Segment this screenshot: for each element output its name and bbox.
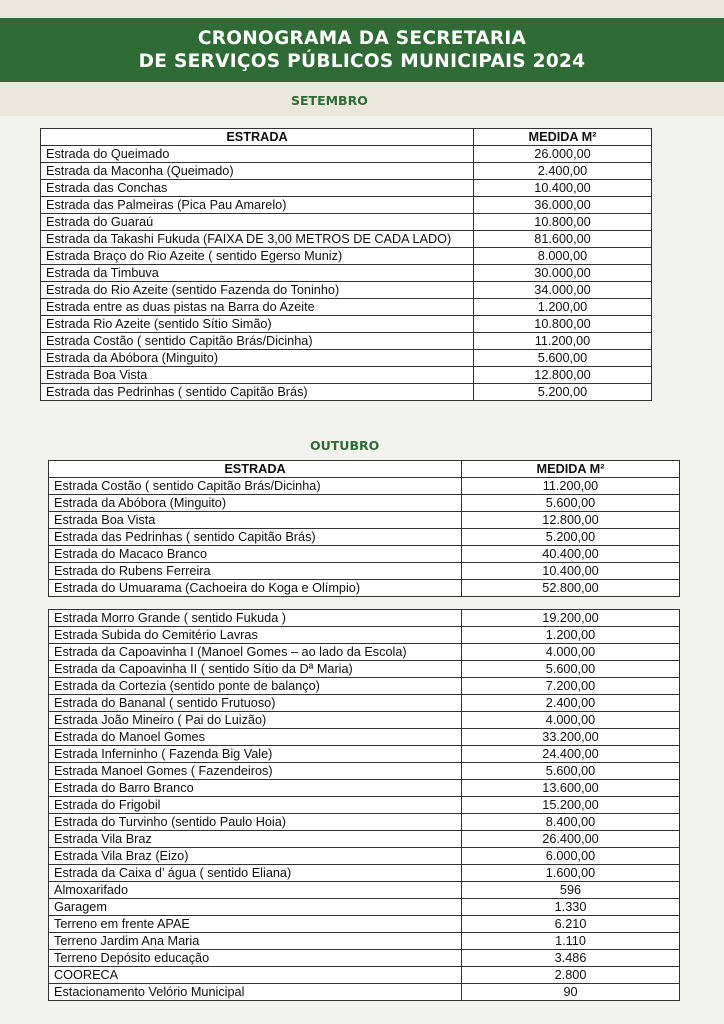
cell-estrada: Estrada Braço do Rio Azeite ( sentido Egerso Muniz) bbox=[41, 248, 474, 265]
table-row bbox=[41, 214, 652, 231]
table-row bbox=[49, 495, 680, 512]
table-row bbox=[49, 546, 680, 563]
cell-medida: 1.200,00 bbox=[474, 299, 652, 316]
cell-medida: 11.200,00 bbox=[462, 478, 680, 495]
table-row bbox=[41, 163, 652, 180]
cell-medida: 8.400,00 bbox=[462, 814, 680, 831]
cell-estrada: Estrada do Rubens Ferreira bbox=[49, 563, 462, 580]
cell-medida: 5.600,00 bbox=[462, 661, 680, 678]
table-row bbox=[41, 367, 652, 384]
cell-estrada: Terreno Jardim Ana Maria bbox=[49, 933, 462, 950]
cell-medida: 90 bbox=[462, 984, 680, 1001]
table-row bbox=[41, 384, 652, 401]
cell-estrada: Estrada Morro Grande ( sentido Fukuda ) bbox=[49, 610, 462, 627]
cell-medida: 12.800,00 bbox=[474, 367, 652, 384]
cell-medida: 10.400,00 bbox=[462, 563, 680, 580]
table-row bbox=[49, 644, 680, 661]
cell-estrada: Estrada Manoel Gomes ( Fazendeiros) bbox=[49, 763, 462, 780]
cell-estrada: Estrada das Conchas bbox=[41, 180, 474, 197]
cell-medida: 52.800,00 bbox=[462, 580, 680, 597]
cell-estrada: Estrada Costão ( sentido Capitão Brás/Dicinha) bbox=[49, 478, 462, 495]
cell-estrada: Estrada Inferninho ( Fazenda Big Vale) bbox=[49, 746, 462, 763]
cell-estrada: Estrada da Takashi Fukuda (FAIXA DE 3,00 METROS DE CADA LADO) bbox=[41, 231, 474, 248]
cell-estrada: Estrada do Turvinho (sentido Paulo Hoia) bbox=[49, 814, 462, 831]
cell-estrada: Estrada da Abóbora (Minguito) bbox=[41, 350, 474, 367]
table-row bbox=[49, 797, 680, 814]
cell-medida: 19.200,00 bbox=[462, 610, 680, 627]
table-outubro-continuacao bbox=[48, 609, 680, 1001]
cell-medida: 5.600,00 bbox=[462, 495, 680, 512]
cell-medida: 5.200,00 bbox=[474, 384, 652, 401]
table-row bbox=[49, 780, 680, 797]
cell-medida: 34.000,00 bbox=[474, 282, 652, 299]
cell-medida: 24.400,00 bbox=[462, 746, 680, 763]
cell-medida: 2.800 bbox=[462, 967, 680, 984]
cell-estrada: Estrada Costão ( sentido Capitão Brás/Dicinha) bbox=[41, 333, 474, 350]
cell-medida: 26.000,00 bbox=[474, 146, 652, 163]
table-row bbox=[49, 661, 680, 678]
cell-medida: 10.400,00 bbox=[474, 180, 652, 197]
table-row bbox=[41, 197, 652, 214]
cell-estrada: Estrada Vila Braz (Eizo) bbox=[49, 848, 462, 865]
cell-estrada: Estrada João Mineiro ( Pai do Luizão) bbox=[49, 712, 462, 729]
table-row bbox=[49, 984, 680, 1001]
cell-estrada: Estrada do Guaraú bbox=[41, 214, 474, 231]
table-row bbox=[49, 848, 680, 865]
cell-medida: 1.110 bbox=[462, 933, 680, 950]
cell-medida: 10.800,00 bbox=[474, 316, 652, 333]
cell-estrada: Garagem bbox=[49, 899, 462, 916]
cell-medida: 7.200,00 bbox=[462, 678, 680, 695]
cell-medida: 26.400,00 bbox=[462, 831, 680, 848]
cell-estrada: Estacionamento Velório Municipal bbox=[49, 984, 462, 1001]
cell-medida: 8.000,00 bbox=[474, 248, 652, 265]
table-row bbox=[49, 695, 680, 712]
table-row bbox=[49, 831, 680, 848]
cell-estrada: Estrada do Barro Branco bbox=[49, 780, 462, 797]
cell-estrada: Terreno Depósito educação bbox=[49, 950, 462, 967]
cell-medida: 5.600,00 bbox=[462, 763, 680, 780]
table-row bbox=[41, 333, 652, 350]
table-row bbox=[41, 299, 652, 316]
cell-estrada: Estrada do Queimado bbox=[41, 146, 474, 163]
table-row bbox=[49, 563, 680, 580]
cell-estrada: Estrada Rio Azeite (sentido Sítio Simão) bbox=[41, 316, 474, 333]
cell-medida: 36.000,00 bbox=[474, 197, 652, 214]
cell-estrada: Estrada Subida do Cemitério Lavras bbox=[49, 627, 462, 644]
table-row bbox=[41, 180, 652, 197]
cell-estrada: Estrada da Timbuva bbox=[41, 265, 474, 282]
cell-estrada: Estrada da Abóbora (Minguito) bbox=[49, 495, 462, 512]
table-row bbox=[49, 746, 680, 763]
cell-estrada: Estrada do Manoel Gomes bbox=[49, 729, 462, 746]
cell-medida: 1.330 bbox=[462, 899, 680, 916]
cell-medida: 12.800,00 bbox=[462, 512, 680, 529]
cell-medida: 1.600,00 bbox=[462, 865, 680, 882]
cell-estrada: Estrada da Capoavinha II ( sentido Sítio da Dª Maria) bbox=[49, 661, 462, 678]
table-row bbox=[49, 967, 680, 984]
table-row bbox=[49, 580, 680, 597]
table-row bbox=[49, 933, 680, 950]
table-header-row bbox=[41, 129, 652, 146]
header-estrada: ESTRADA bbox=[41, 129, 474, 146]
cell-medida: 33.200,00 bbox=[462, 729, 680, 746]
cell-medida: 4.000,00 bbox=[462, 712, 680, 729]
header-medida: MEDIDA M² bbox=[474, 129, 652, 146]
cell-estrada: Estrada da Capoavinha I (Manoel Gomes – ao lado da Escola) bbox=[49, 644, 462, 661]
cell-medida: 81.600,00 bbox=[474, 231, 652, 248]
table-row bbox=[49, 882, 680, 899]
cell-estrada: Estrada do Umuarama (Cachoeira do Koga e Olímpio) bbox=[49, 580, 462, 597]
cell-estrada: COORECA bbox=[49, 967, 462, 984]
cell-estrada: Estrada da Caixa d’ água ( sentido Eliana) bbox=[49, 865, 462, 882]
cell-estrada: Terreno em frente APAE bbox=[49, 916, 462, 933]
table-row bbox=[49, 814, 680, 831]
table-outubro bbox=[48, 460, 680, 597]
cell-estrada: Almoxarifado bbox=[49, 882, 462, 899]
cell-estrada: Estrada entre as duas pistas na Barra do Azeite bbox=[41, 299, 474, 316]
cell-medida: 5.200,00 bbox=[462, 529, 680, 546]
cell-estrada: Estrada das Pedrinhas ( sentido Capitão Brás) bbox=[49, 529, 462, 546]
table-row bbox=[41, 146, 652, 163]
table-row bbox=[49, 916, 680, 933]
table-row bbox=[49, 763, 680, 780]
table-row bbox=[49, 712, 680, 729]
cell-medida: 11.200,00 bbox=[474, 333, 652, 350]
table-row bbox=[41, 231, 652, 248]
title-line-2: DE SERVIÇOS PÚBLICOS MUNICIPAIS 2024 bbox=[138, 51, 586, 72]
cell-estrada: Estrada Vila Braz bbox=[49, 831, 462, 848]
cell-estrada: Estrada das Palmeiras (Pica Pau Amarelo) bbox=[41, 197, 474, 214]
cell-medida: 4.000,00 bbox=[462, 644, 680, 661]
table-row bbox=[49, 729, 680, 746]
cell-medida: 596 bbox=[462, 882, 680, 899]
cell-medida: 2.400,00 bbox=[474, 163, 652, 180]
cell-medida: 6.000,00 bbox=[462, 848, 680, 865]
table-row bbox=[49, 899, 680, 916]
cell-medida: 30.000,00 bbox=[474, 265, 652, 282]
table-row bbox=[49, 865, 680, 882]
table-row bbox=[49, 678, 680, 695]
cell-medida: 1.200,00 bbox=[462, 627, 680, 644]
cell-medida: 15.200,00 bbox=[462, 797, 680, 814]
header-medida: MEDIDA M² bbox=[462, 461, 680, 478]
cell-medida: 40.400,00 bbox=[462, 546, 680, 563]
cell-medida: 13.600,00 bbox=[462, 780, 680, 797]
table-row bbox=[49, 529, 680, 546]
cell-estrada: Estrada Boa Vista bbox=[49, 512, 462, 529]
cell-estrada: Estrada da Cortezia (sentido ponte de balanço) bbox=[49, 678, 462, 695]
table-row bbox=[41, 265, 652, 282]
cell-medida: 5.600,00 bbox=[474, 350, 652, 367]
cell-estrada: Estrada do Bananal ( sentido Frutuoso) bbox=[49, 695, 462, 712]
table-row bbox=[49, 610, 680, 627]
cell-medida: 6.210 bbox=[462, 916, 680, 933]
table-row bbox=[41, 316, 652, 333]
cell-estrada: Estrada das Pedrinhas ( sentido Capitão Brás) bbox=[41, 384, 474, 401]
cell-estrada: Estrada do Rio Azeite (sentido Fazenda do Toninho) bbox=[41, 282, 474, 299]
table-row bbox=[41, 350, 652, 367]
cell-estrada: Estrada Boa Vista bbox=[41, 367, 474, 384]
cell-medida: 10.800,00 bbox=[474, 214, 652, 231]
month-label-outubro: OUTUBRO bbox=[310, 438, 380, 453]
header-estrada: ESTRADA bbox=[49, 461, 462, 478]
title-line-1: CRONOGRAMA DA SECRETARIA bbox=[197, 28, 527, 49]
cell-estrada: Estrada do Macaco Branco bbox=[49, 546, 462, 563]
cell-medida: 2.400,00 bbox=[462, 695, 680, 712]
table-row bbox=[49, 478, 680, 495]
table-header-row bbox=[49, 461, 680, 478]
table-row bbox=[49, 627, 680, 644]
table-row bbox=[41, 282, 652, 299]
month-label-setembro: SETEMBRO bbox=[291, 93, 368, 108]
cell-estrada: Estrada da Maconha (Queimado) bbox=[41, 163, 474, 180]
table-row bbox=[49, 512, 680, 529]
table-row bbox=[49, 950, 680, 967]
title-banner bbox=[0, 18, 724, 82]
cell-medida: 3.486 bbox=[462, 950, 680, 967]
table-row bbox=[41, 248, 652, 265]
cell-estrada: Estrada do Frigobil bbox=[49, 797, 462, 814]
table-setembro bbox=[40, 128, 652, 401]
